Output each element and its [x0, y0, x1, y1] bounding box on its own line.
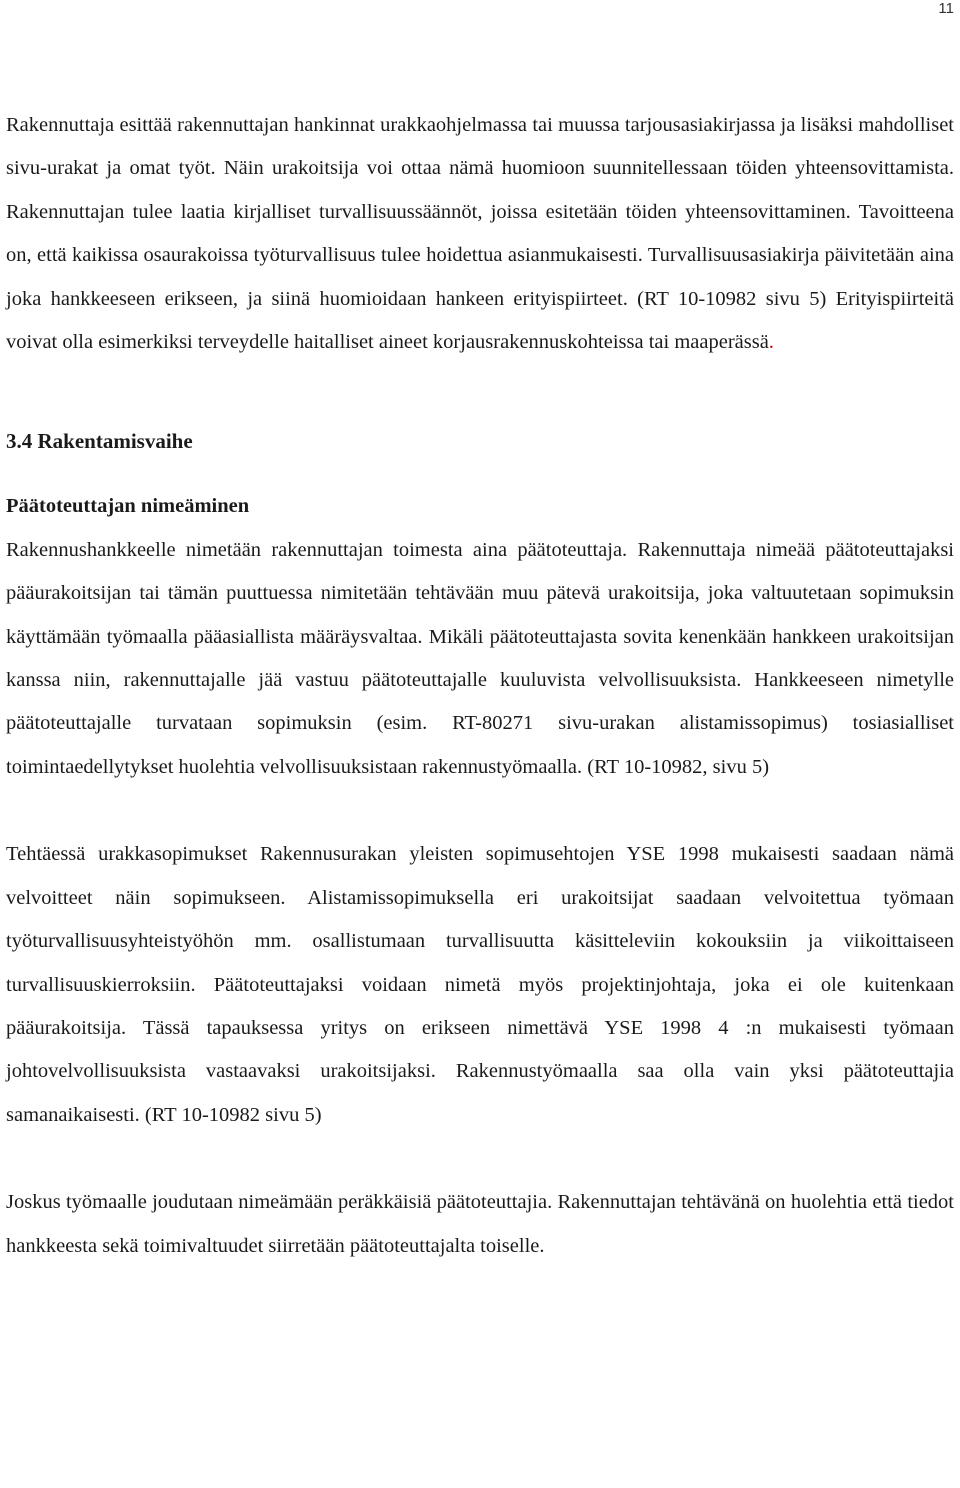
section-subheading: Päätoteuttajan nimeäminen [6, 495, 250, 518]
paragraph-rakennuttaja-hankinnat [6, 104, 954, 364]
section-heading: 3.4 Rakentamisvaihe [6, 429, 193, 454]
paragraph-perakkaiset-paatoteuttajat: Joskus työmaalle joudutaan nimeämään peräkkäisiä päätoteuttajia. Rakennuttajan tehtävänä on huolehtia että tiedot hankkeesta sekä toimivaltuudet siirretään päätoteuttajalta toiselle. [6, 1191, 954, 1257]
paragraph-text: Rakennuttaja esittää rakennuttajan hankinnat urakkaohjelmassa tai muussa tarjousasiakirjassa ja lisäksi mahdolliset sivu-urakat ja omat työt. Näin urakoitsija voi ottaa nämä huomioon suunnitellessaan töiden yhteensovittamista. Rakennuttajan tulee laatia kirjalliset turvallisuussäännöt, joissa esitetään töiden yhteensovittaminen. Tavoitteena on, että kaikissa osaurakoissa työturvallisuus tulee hoidettua asianmukaisesti. Turvallisuusasiakirja päivitetään aina joka hankkeeseen erikseen, ja siinä huomioidaan hankeen erityispiirteet. (RT 10-10982 sivu 5) Erityispiirteitä voivat olla esimerkiksi terveydelle haitalliset aineet korjausrakennuskohteissa tai maaperässä [6, 114, 954, 354]
paragraph-paatoteuttaja: Rakennushankkeelle nimetään rakennuttajan toimesta aina päätoteuttaja. Rakennuttaja nimeää päätoteuttajaksi pääurakoitsijan tai tämän puuttuessa nimitetään tehtävään muu pätevä urakoitsija, joka valtuutetaan sopimuksin käyttämään työmaalla pääasiallista määräysvaltaa. Mikäli päätoteuttajasta sovita kenenkään hankkeen urakoitsijan kanssa niin, rakennuttajalle jää vastuu päätoteuttajalle kuuluvista velvollisuuksista. Hankkeeseen nimetylle päätoteuttajalle turvataan sopimuksin (esim. RT-80271 sivu-urakan alistamissopimus) tosiasialliset toimintaedellytykset huolehtia velvollisuuksistaan rakennustyömaalla. (RT 10-10982, sivu 5) [6, 538, 954, 778]
paragraph-urakkasopimukset: Tehtäessä urakkasopimukset Rakennusurakan yleisten sopimusehtojen YSE 1998 mukaisesti saadaan nämä velvoitteet näin sopimukseen. Alistamissopimuksella eri urakoitsijat saadaan velvoitettua työmaan työturvallisuusyhteistyöhön mm. osallistumaan turvallisuutta käsitteleviin kokouksiin ja viikoittaiseen turvallisuuskierroksiin. Päätoteuttajaksi voidaan nimetä myös projektinjohtaja, joka ei ole kuitenkaan pääurakoitsija. Tässä tapauksessa yritys on erikseen nimettävä YSE 1998 4 :n mukaisesti työmaan johtovelvollisuuksista vastaavaksi urakoitsijaksi. Rakennustyömaalla saa olla vain yksi päätoteuttajia samanaikaisesti. (RT 10-10982 sivu 5) [6, 843, 954, 1126]
document-body [6, 104, 954, 1268]
page-number: 11 [938, 0, 954, 17]
red-period: . [768, 331, 774, 354]
